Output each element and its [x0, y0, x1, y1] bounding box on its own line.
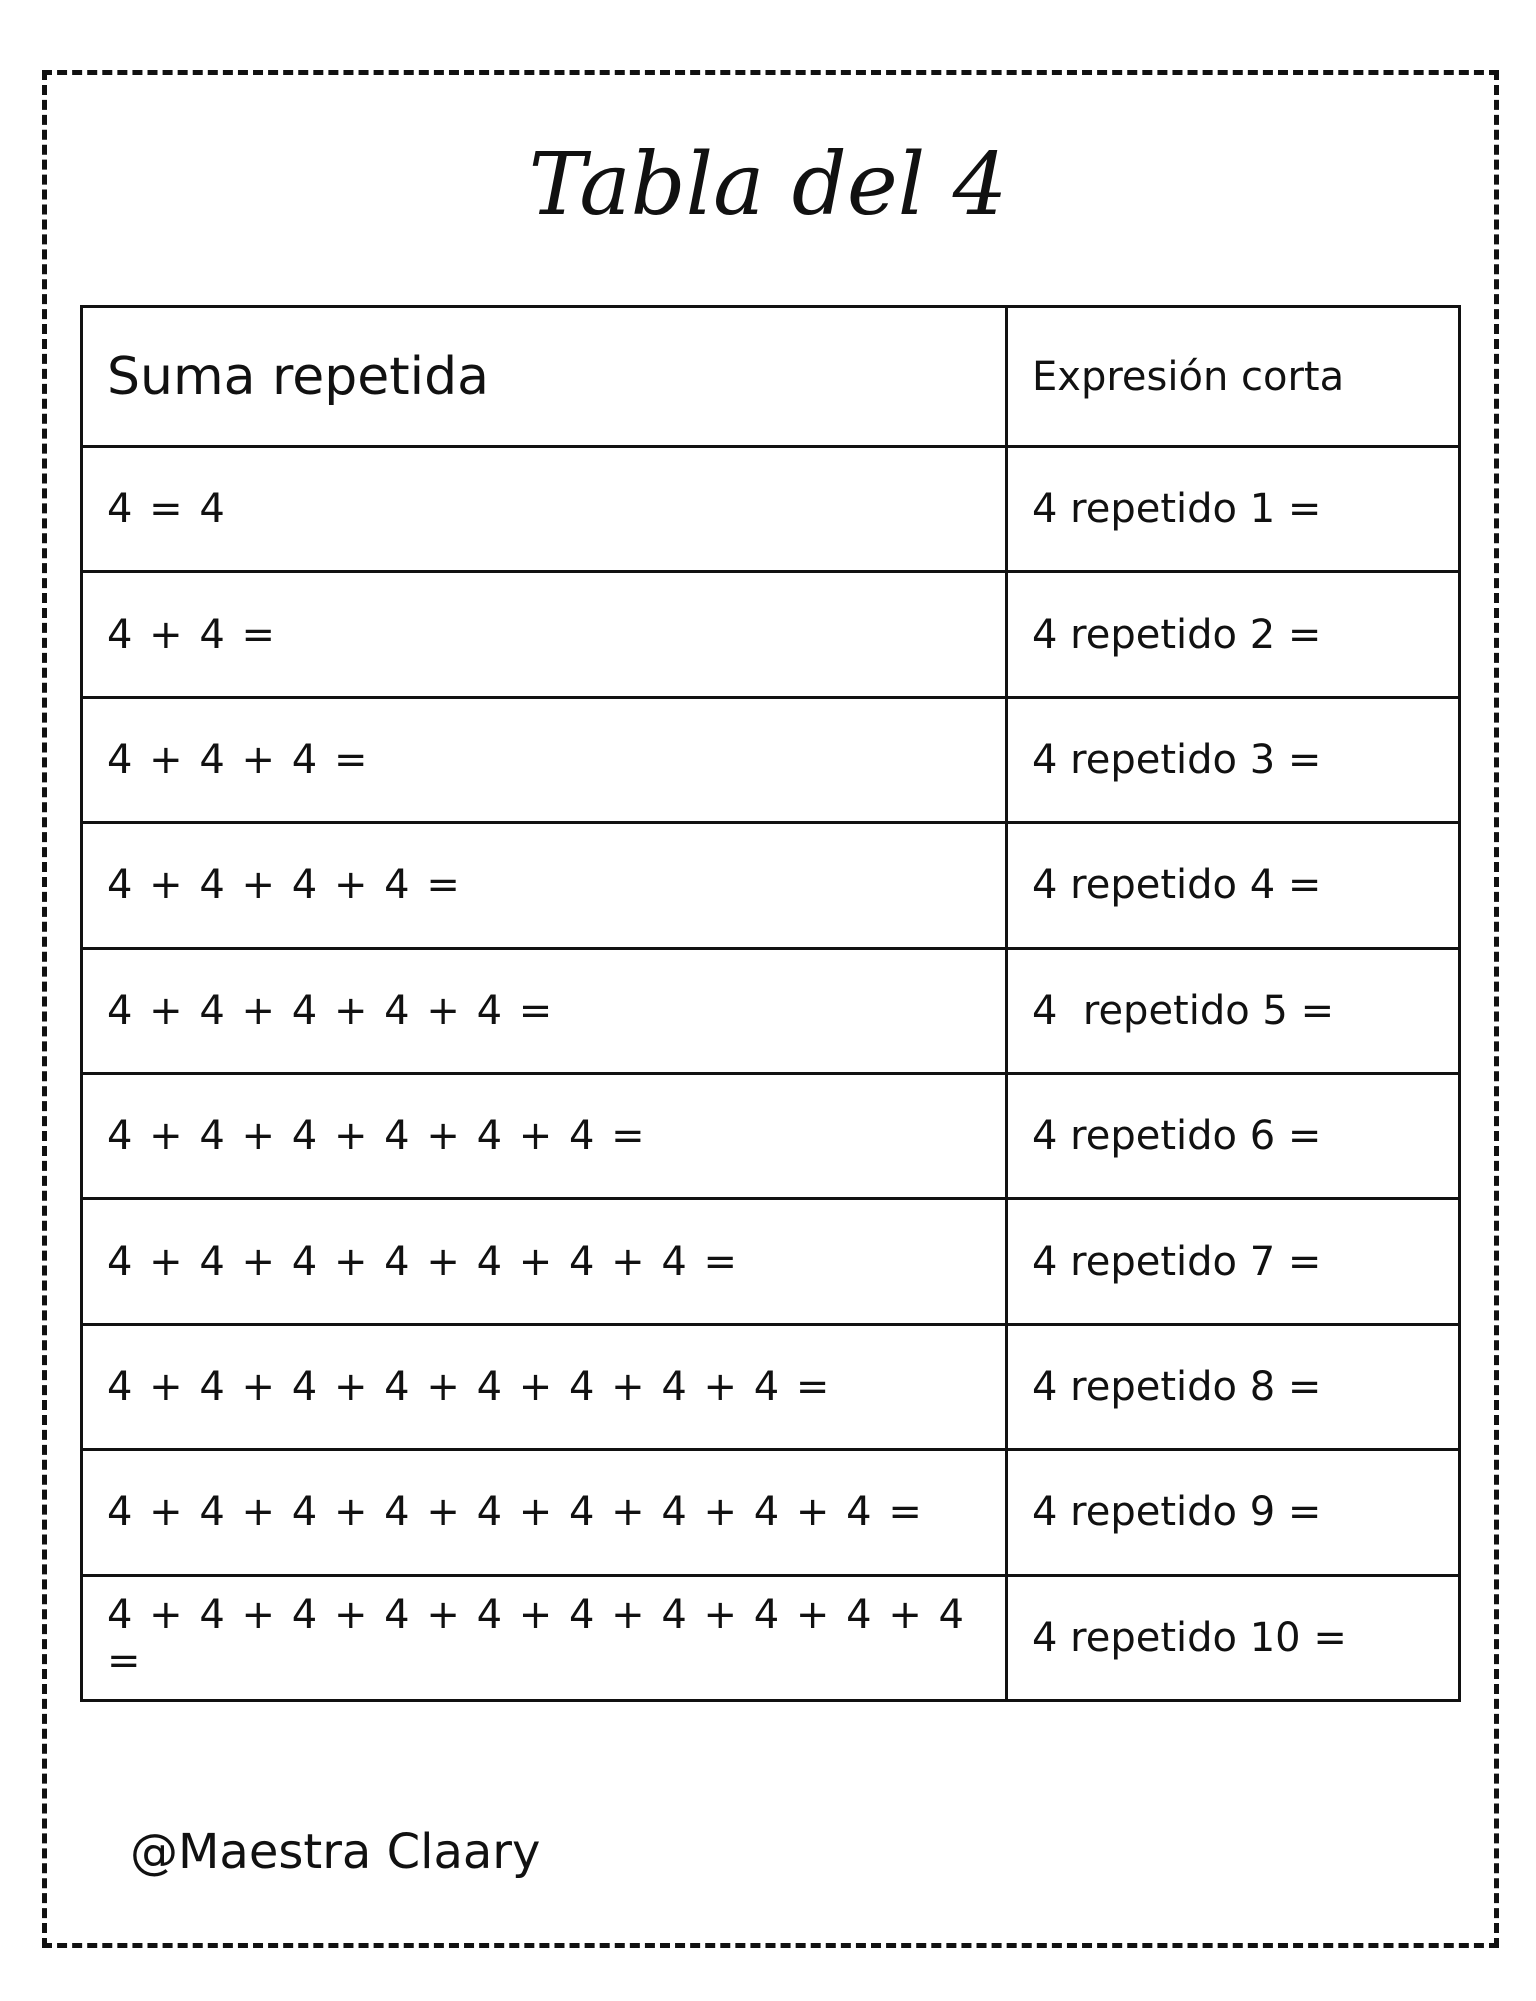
short-expression-cell: 4 repetido 1 = [1007, 447, 1460, 572]
sum-cell: 4 = 4 [82, 447, 1007, 572]
header-suma-repetida: Suma repetida [82, 307, 1007, 447]
table-row [82, 697, 1460, 822]
short-expression-cell: 4 repetido 8 = [1007, 1324, 1460, 1449]
short-expression-cell: 4 repetido 2 = [1007, 572, 1460, 697]
sum-cell: 4 + 4 + 4 + 4 + 4 + 4 + 4 = [82, 1199, 1007, 1324]
table-row [82, 823, 1460, 948]
multiplication-table [80, 305, 1461, 1702]
short-expression-cell: 4 repetido 3 = [1007, 697, 1460, 822]
author-credit: @Maestra Claary [130, 1824, 541, 1880]
sum-cell: 4 + 4 + 4 + 4 = [82, 823, 1007, 948]
table-row [82, 1575, 1460, 1700]
short-expression-cell: 4 repetido 7 = [1007, 1199, 1460, 1324]
table-row [82, 1199, 1460, 1324]
table-row [82, 572, 1460, 697]
table-row [82, 948, 1460, 1073]
sum-cell: 4 + 4 = [82, 572, 1007, 697]
sum-cell: 4 + 4 + 4 + 4 + 4 = [82, 948, 1007, 1073]
table-row [82, 447, 1460, 572]
sum-cell: 4 + 4 + 4 + 4 + 4 + 4 + 4 + 4 = [82, 1324, 1007, 1449]
table-row [82, 1073, 1460, 1198]
sum-cell: 4 + 4 + 4 + 4 + 4 + 4 + 4 + 4 + 4 = [82, 1450, 1007, 1575]
table-row [82, 1324, 1460, 1449]
short-expression-cell: 4 repetido 10 = [1007, 1575, 1460, 1700]
worksheet-title: Tabla del 4 [528, 135, 1008, 235]
sum-cell: 4 + 4 + 4 + 4 + 4 + 4 + 4 + 4 + 4 + 4 = [82, 1575, 1007, 1700]
table-header-row [82, 307, 1460, 447]
sum-cell: 4 + 4 + 4 + 4 + 4 + 4 = [82, 1073, 1007, 1198]
short-expression-cell: 4 repetido 4 = [1007, 823, 1460, 948]
short-expression-cell: 4 repetido 5 = [1007, 948, 1460, 1073]
table-row [82, 1450, 1460, 1575]
short-expression-cell: 4 repetido 9 = [1007, 1450, 1460, 1575]
header-expresion-corta: Expresión corta [1007, 307, 1460, 447]
short-expression-cell: 4 repetido 6 = [1007, 1073, 1460, 1198]
sum-cell: 4 + 4 + 4 = [82, 697, 1007, 822]
